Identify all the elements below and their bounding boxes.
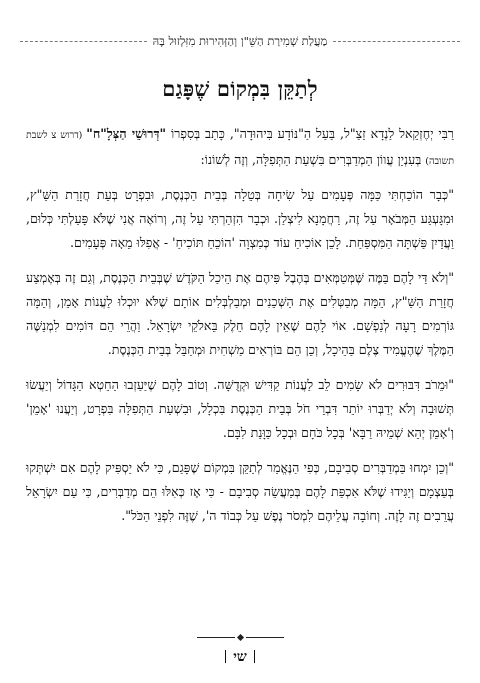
ornament-line-left — [197, 637, 235, 638]
header-dash-right — [333, 41, 460, 42]
quote-paragraph-4: "וְכֵן יִמְחוּ בַּמְדַבְּרִים סְבִיבָם, כְּפִי הַנֶּאֱמַר לְתַקֵּן בִּמְקוֹם שֶׁפָּגַם, כִּי לֹא יַסְפִּיק לָהֶם אִם יִשְׁתְּקוּ בְּעַצְמָם וְיַגִּידוּ שֶׁלֹּא אִכְפַּת לָהֶם בְּמַעֲשֵׂה סְבִיבָם - כִּי אָז כְּאִלּוּ הֵם מְדַבְּרִים, כִּי עַם יִשְׂרָאֵל עֲרֵבִים זֶה לָזֶה. וְחוֹבָה עֲלֵיהֶם לִמְסֹר נֶפֶשׁ עַל כְּבוֹד ה', שֶׁזֶּה לִפְנֵי הַכֹּל". — [26, 460, 454, 523]
intro-text-1: רַבִּי יְחֶזְקֵאל לַנְדָא זַצַ"ל, בַּעַל הַ"נּוֹדָע בִּיהוּדָה", כָּתַב בְּסִפְרוֹ — [166, 126, 454, 141]
header-dash-left — [20, 41, 147, 42]
chapter-title: לְתַקֵּן בִּמְקוֹם שֶׁפָּגַם — [162, 76, 318, 101]
page-number-text: שי — [233, 649, 247, 665]
ornament-line-right — [246, 637, 284, 638]
running-header — [20, 32, 460, 50]
footer-ornament — [0, 632, 480, 642]
intro-paragraph — [26, 122, 454, 174]
ornament-diamond-icon — [236, 633, 243, 640]
quote-paragraph-2: "וְלֹא דַּי לָהֶם בַּמֶּה שֶּׁמְּטַמְּאִים בְּהֶבֶל פִּיהֶם אֶת הֵיכַל הַקֹּדֶשׁ שֶׁבְּבֵית הַכְּנֶסֶת, וְגַם זֶה בְּאֶמְצַע חֲזָרַת הַשַּׁ"ץ, הֵמָּה מְבַטְּלִים אֶת הַשְּׁכֵנִים וּמְבַלְבְּלִים אוֹתָם שֶׁלֹּא יוּכְלוּ לַעֲנוֹת אָמֵן, וְהֵמָּה גּוֹרְמִים רָעָה לְנַפְשָׁם. אוֹי לָהֶם שֶׁאֵין לָהֶם חֵלֶק בֵּאלֹקֵי יִשְׂרָאֵל. וַהֲרֵי הֵם דּוֹמִים לִמְנַשֶּׁה הַמֶּלֶךְ שֶׁהֶעֱמִיד צֶלֶם בַּהֵיכָל, וְכֵן הֵם בּוֹרְאִים מַשְׁחִית וּמְחַבֵּל בְּבֵית הַכְּנֶסֶת. — [26, 270, 454, 357]
page-number-bar-left — [225, 650, 227, 663]
quote-paragraph-3: "וּמֵרֹב דִּבּוּרִים לֹא שָׂמִים לֵב לַעֲנוֹת קַדִּישׁ וּקְדֻשָּׁה. וְטוֹב לָהֶם שֶׁיַּעַזְבוּ הַחֵטְא הַגָּדוֹל וְיַעֲשׂוּ תְּשׁוּבָה וְלֹא יְדַבְּרוּ יוֹתֵר דִּבְרֵי חֹל בְּבֵית הַכְּנֶסֶת בִּכְלָל, וּבִשְׁעַת הַתְּפִלָּה בִּפְרָט, וְיַעֲנוּ 'אָמֵן' וְ'אָמֵן יְהֵא שְׁמֵיהּ רַבָּא' בְּכָל כֹּחָם וּבְכָל כַּוָּנַת לִבָּם. — [26, 377, 454, 440]
source-reference: (דרוש צ לשבת תשובה) — [26, 130, 454, 167]
page-number — [0, 649, 480, 666]
running-header-text: מַעֲלַת שְׁמִירַת הַשֵּׁ"ן וְהַזְּהִירוּת מִזִּלְזוּל בָּהּ — [152, 34, 328, 48]
intro-text-2: בְּעִנְיַן עֲווֹן הַמְדַבְּרִים בִּשְׁעַת הַתְּפִלָּה, וְזֶה לְשׁוֹנוֹ: — [200, 152, 426, 167]
body-text — [26, 122, 454, 539]
quote-paragraph-1: "כְּבָר הוֹכַחְתִּי כַּמָּה פְּעָמִים עַל שִׂיחָה בְּטֵלָה בְּבֵית הַכְּנֶסֶת, וּבִפְרָט בְּעֵת חֲזָרַת הַשַּׁ"ץ, וּמִגָּעְגַּע הַמְּבֹאָר עַל זֶה, רַחֲמָנָא לִיצְלַן. וּכְבָר הִזְהַרְתִּי עַל זֶה, וְרוֹאֶה אֲנִי שֶׁלֹּא פָּעַלְתִּי כְּלוּם, וַעֲדַיִן פַּשְׁתָּה הַמִּסְפַּחַת. לָכֵן אוֹכִיחַ עוֹד כְּמִצְוָה 'הוֹכֵחַ תּוֹכִיחַ' - אֲפִלּוּ מֵאָה פְּעָמִים. — [26, 187, 454, 250]
book-title: "דְּרוּשֵׁי הַצְּלָ"ח" — [86, 126, 167, 141]
page-number-bar-right — [254, 650, 256, 663]
